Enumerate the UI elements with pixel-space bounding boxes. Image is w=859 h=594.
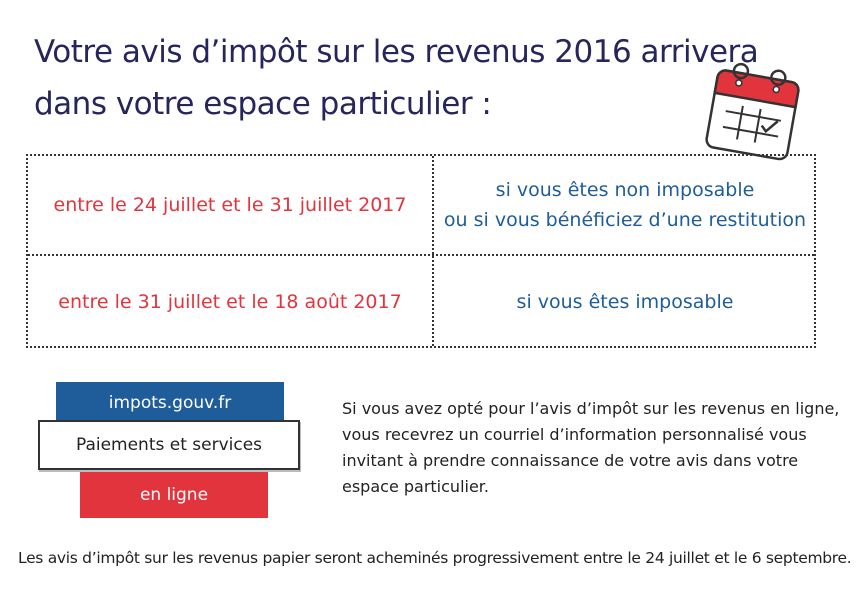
condition-line-1: si vous êtes imposable (516, 291, 734, 313)
table-row-2-date (28, 256, 432, 348)
footer-note: Les avis d’impôt sur les revenus papier seront acheminés progressivement entre le 24 juillet et le 6 septembre. (18, 549, 852, 567)
date-text: entre le 24 juillet et le 31 juillet 2017 (53, 194, 407, 216)
condition-line-2: ou si vous bénéficiez d’une restitution (443, 209, 807, 231)
dates-table (26, 154, 816, 348)
table-row-2-condition (434, 256, 816, 348)
title-line-1: Votre avis d’impôt sur les revenus 2016 arrivera (34, 34, 759, 70)
paragraph-line-2: vous recevrez un courriel d’information personnalisé vous (342, 425, 807, 444)
logo-impots-gouv: impots.gouv.fr (56, 382, 284, 424)
page-title (34, 26, 759, 130)
logo-paiements-services: Paiements et services (38, 420, 300, 470)
paragraph-line-4: espace particulier. (342, 477, 489, 496)
online-notice-paragraph (342, 396, 842, 500)
table-row-1-condition (434, 156, 816, 254)
date-text: entre le 31 juillet et le 18 août 2017 (58, 291, 402, 313)
table-row-1-date (28, 156, 432, 254)
condition-line-1: si vous êtes non imposable (495, 179, 755, 201)
paragraph-line-1: Si vous avez opté pour l’avis d’impôt sur les revenus en ligne, (342, 399, 840, 418)
paragraph-line-3: invitant à prendre connaissance de votre avis dans votre (342, 451, 799, 470)
logo-en-ligne: en ligne (80, 472, 268, 518)
title-line-2: dans votre espace particulier : (34, 86, 492, 122)
